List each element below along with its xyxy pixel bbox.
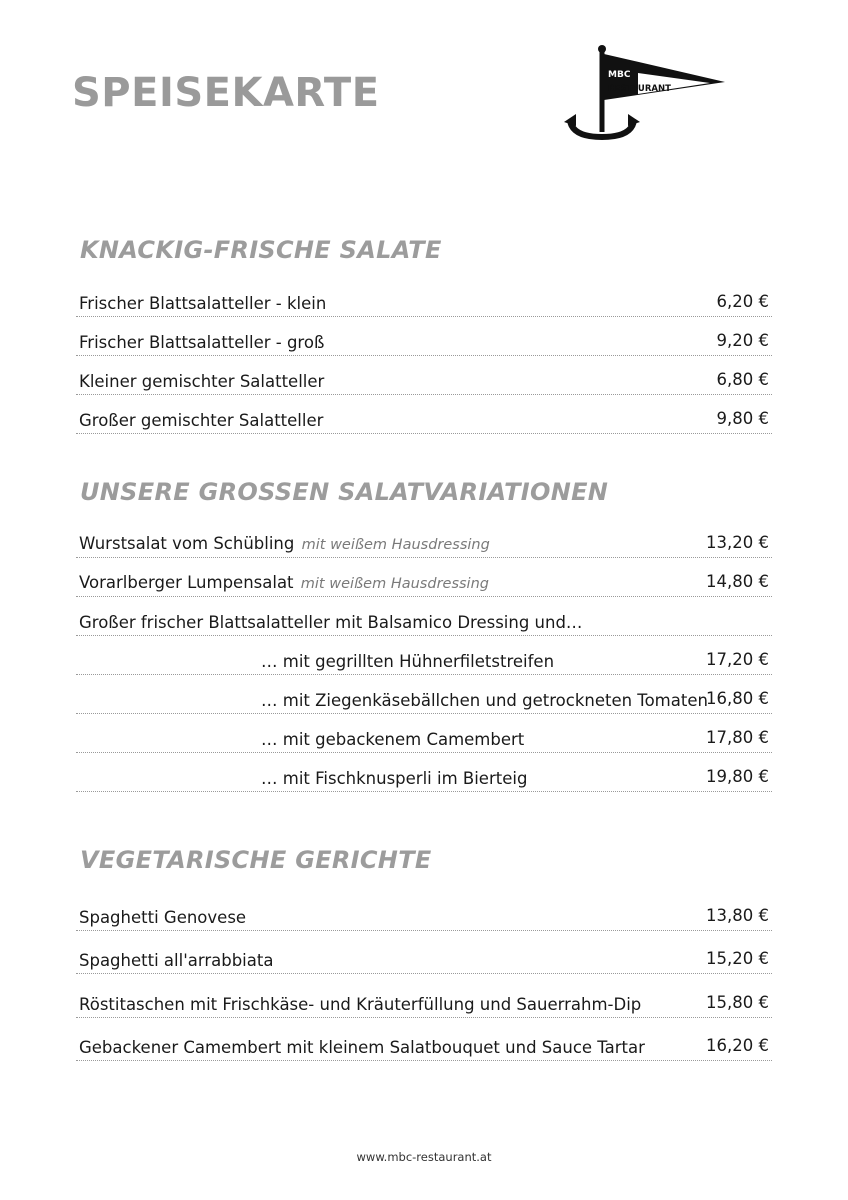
- menu-list-vegetarisch: [76, 887, 772, 1061]
- menu-item: [76, 1018, 772, 1062]
- logo-text-restaurant: RESTAURANT: [608, 84, 671, 94]
- item-price: 19,80 €: [706, 767, 769, 786]
- menu-item: [76, 887, 772, 931]
- item-price: 17,80 €: [706, 728, 769, 747]
- menu-item-variation: [76, 675, 772, 714]
- item-price: 9,20 €: [716, 331, 769, 350]
- item-price: 13,80 €: [706, 905, 769, 925]
- menu-item: [76, 519, 772, 558]
- menu-list-salate: [76, 278, 772, 434]
- item-name-text: Vorarlberger Lumpensalat: [79, 573, 294, 592]
- menu-item: [76, 931, 772, 975]
- item-name: … mit Ziegenkäsebällchen und getrockneten Tomaten: [261, 691, 708, 710]
- item-name: … mit gegrillten Hühnerfiletstreifen: [261, 652, 555, 671]
- menu-item-intro: [76, 597, 772, 636]
- section-title-vegetarisch: VEGETARISCHE GERICHTE: [80, 846, 432, 874]
- item-note: mit weißem Hausdressing: [300, 576, 489, 592]
- menu-item: [76, 395, 772, 434]
- item-price: 6,20 €: [716, 292, 769, 311]
- menu-item-variation: [76, 753, 772, 792]
- menu-item-variation: [76, 636, 772, 675]
- menu-item: [76, 317, 772, 356]
- menu-item-variation: [76, 714, 772, 753]
- item-name: Röstitaschen mit Frischkäse- und Kräuterfüllung und Sauerrahm-Dip: [79, 994, 642, 1014]
- menu-item: [76, 558, 772, 597]
- page-title: SPEISEKARTE: [72, 70, 380, 116]
- item-name: Frischer Blattsalatteller - klein: [79, 294, 327, 313]
- item-price: 17,20 €: [706, 650, 769, 669]
- menu-item: [76, 974, 772, 1018]
- item-price: 16,20 €: [706, 1036, 769, 1055]
- item-price: 16,80 €: [706, 689, 769, 708]
- item-price: 14,80 €: [706, 572, 769, 591]
- menu-item: [76, 356, 772, 395]
- item-name: … mit Fischknusperli im Bierteig: [261, 769, 528, 788]
- item-name: Großer frischer Blattsalatteller mit Balsamico Dressing und…: [79, 613, 583, 632]
- item-note: mit weißem Hausdressing: [301, 537, 490, 553]
- anchor-flag-logo: [560, 40, 730, 145]
- item-name: Gebackener Camembert mit kleinem Salatbouquet und Sauce Tartar: [79, 1038, 645, 1057]
- item-name: Frischer Blattsalatteller - groß: [79, 333, 325, 352]
- menu-item: [76, 278, 772, 317]
- logo-text-mbc: MBC: [608, 70, 631, 80]
- item-price: 15,20 €: [706, 949, 769, 968]
- section-title-salate: KNACKIG-FRISCHE SALATE: [80, 236, 442, 264]
- section-title-salatvariationen: UNSERE GROSSEN SALATVARIATIONEN: [80, 478, 609, 506]
- item-name: [79, 573, 489, 594]
- item-price: 9,80 €: [716, 409, 769, 428]
- item-name: Großer gemischter Salatteller: [79, 411, 324, 430]
- item-name: Spaghetti all'arrabbiata: [79, 951, 274, 970]
- item-name: Spaghetti Genovese: [79, 907, 247, 927]
- item-name: Kleiner gemischter Salatteller: [79, 372, 325, 391]
- item-price: 13,20 €: [706, 533, 769, 552]
- item-price: 6,80 €: [716, 370, 769, 389]
- item-price: 15,80 €: [706, 992, 769, 1012]
- footer-website-url[interactable]: www.mbc-restaurant.at: [356, 1150, 492, 1164]
- item-name-text: Wurstsalat vom Schübling: [79, 534, 295, 553]
- item-name: … mit gebackenem Camembert: [261, 730, 525, 749]
- item-name: [79, 534, 490, 555]
- menu-list-salatvariationen: [76, 519, 772, 792]
